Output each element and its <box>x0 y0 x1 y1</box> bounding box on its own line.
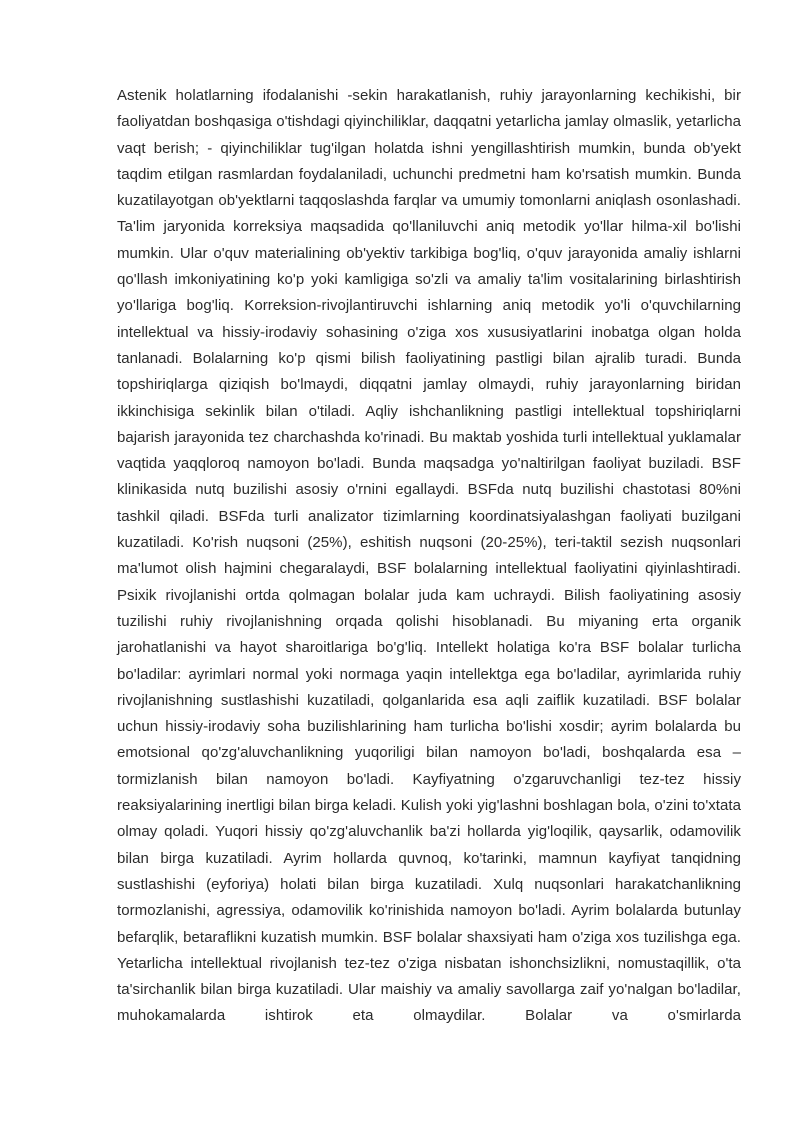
body-paragraph: Astenik holatlarning ifodalanishi -sekin harakatlanish, ruhiy jarayonlarning kechikishi, bir faoliyatdan boshqasiga o'tishdagi qiyinchiliklar, daqqatni yetarlicha jamlay olmaslik, yetarlicha vaqt berish; - qiyinchiliklar tug'ilgan holatda ishni yengillashtirish mumkin, bunda ob'yekt taqdim etilgan rasmlardan foydalaniladi, uchunchi predmetni ham ko'rsatish mumkin. Bunda kuzatilayotgan ob'yektlarni taqqoslashda farqlar va umumiy tomonlarni aniqlash osonlashadi. Ta'lim jaryonida korreksiya maqsadida qo'llaniluvchi aniq metodik yo'llar hilma-xil bo'lishi mumkin. Ular o'quv materialining ob'yektiv tarkibiga bog'liq, o'quv jarayonida amaliy ishlarni qo'llash imkoniyatining ko'p yoki kamligiga so'zli va amaliy ta'lim vositalarining birlashtirish yo'llariga bog'liq. Korreksion-rivojlantiruvchi ishlarning aniq metodik yo'li o'quvchilarning intellektual va hissiy-irodaviy sohasining o'ziga xos xususiyatlarini inobatga olgan holda tanlanadi. Bolalarning ko'p qismi bilish faoliyatining pastligi bilan ajralib turadi. Bunda topshiriqlarga qiziqish bo'lmaydi, diqqatni jamlay olmaydi, ruhiy jarayonlarning biridan ikkinchisiga sekinlik bilan o'tiladi. Aqliy ishchanlikning pastligi intellektual topshiriqlarni bajarish jarayonida tez charchashda ko'rinadi. Bu maktab yoshida turli intellektual yuklamalar vaqtida yaqqloroq namoyon bo'ladi. Bunda maqsadga yo'naltirilgan faoliyat buziladi. BSF klinikasida nutq buzilishi asosiy o'rnini egallaydi. BSFda nutq buzilishi chastotasi 80%ni tashkil qiladi. BSFda turli analizator tizimlarning koordinatsiyalashgan faoliyati buzilgani kuzatiladi. Ko'rish nuqsoni (25%), eshitish nuqsoni (20-25%), teri-taktil sezish nuqsonlari ma'lumot olish hajmini chegaralaydi, BSF bolalarning intellektual faoliyatini qiyinlashtiradi. Psixik rivojlanishi ortda qolmagan bolalar juda kam uchraydi. Bilish faoliyatining asosiy tuzilishi ruhiy rivojlanishning orqada qolishi hisoblanadi. Bu miyaning erta organik jarohatlanishi va hayot sharoitlariga bo'g'liq. Intellekt holatiga ko'ra BSF bolalar turlicha bo'ladilar: ayrimlari normal yoki normaga yaqin intellektga ega bo'ladilar, ayrimlarida ruhiy rivojlanishning sustlashishi kuzatiladi, qolganlarida esa aqli zaiflik kuzatiladi. BSF bolalar uchun hissiy-irodaviy soha buzilishlarining ham turlicha bo'lishi xosdir; ayrim bolalarda bu emotsional qo'zg'aluvchanlikning yuqoriligi bilan namoyon bo'ladi, boshqalarda esa – tormizlanish bilan namoyon bo'ladi. Kayfiyatning o'zgaruvchanligi tez-tez hissiy reaksiyalarining inertligi bilan birga keladi. Kulish yoki yig'lashni boshlagan bola, o'zini to'xtata olmay qoladi. Yuqori hissiy qo'zg'aluvchanlik ba'zi hollarda yig'loqilik, qaysarlik, odamovilik bilan birga kuzatiladi. Ayrim hollarda quvnoq, ko'tarinki, mamnun kayfiyat tanqidning sustlashishi (eyforiya) holati bilan birga kuzatiladi. Xulq nuqsonlari harakatchanlikning tormozlanishi, agressiya, odamovilik ko'rinishida namoyon bo'ladi. Ayrim bolalarda butunlay befarqlik, betaraflikni kuzatish mumkin. BSF bolalar shaxsiyati ham o'ziga xos tuzilishga ega. Yetarlicha intellektual rivojlanish tez-tez o'ziga nisbatan ishonchsizlikni, nomustaqillik, o'ta ta'sirchanlik bilan birga kuzatiladi. Ular maishiy va amaliy savollarga zaif yo'nalgan bo'ladilar, muhokamalarda ishtirok eta olmaydilar. Bolalar va o'smirlarda <box>117 87 741 1025</box>
